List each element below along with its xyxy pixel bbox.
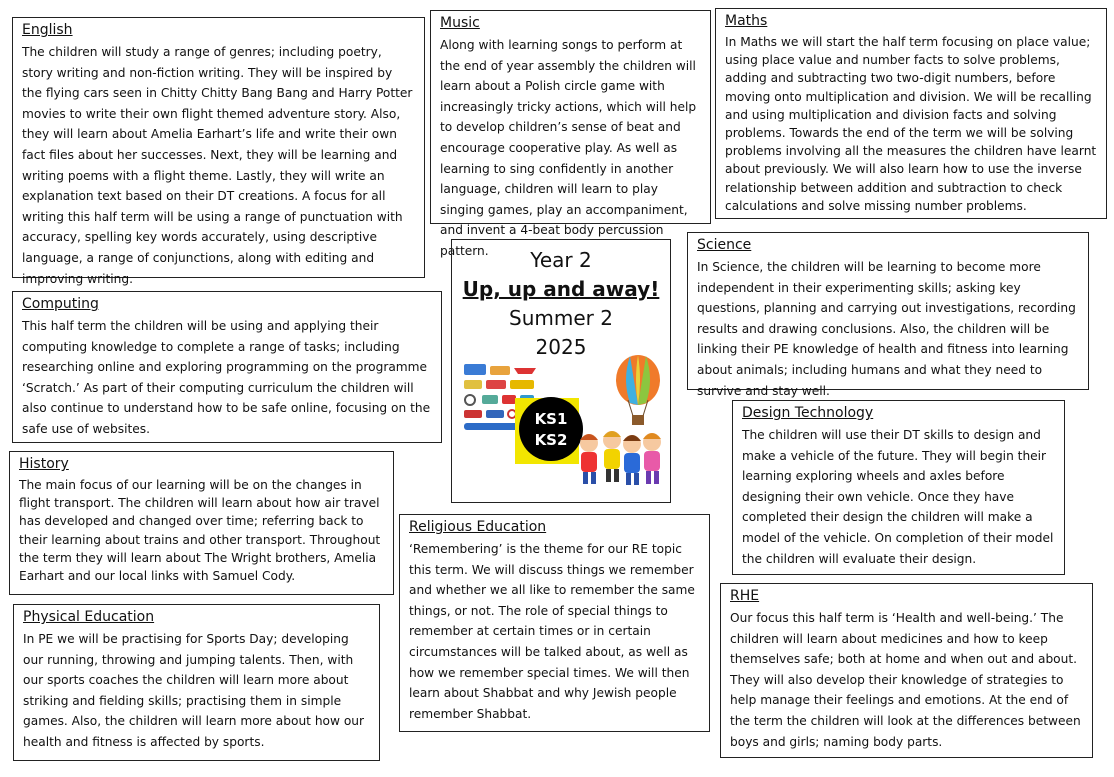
- physical-education-panel: [13, 604, 380, 761]
- music-text: Along with learning songs to perform at the end of year assembly the children will learn about a Polish circle game with increasingly tricky actions, which will help to develop children’s sense of beat and encourage cooperative play. As well as learning to sing confidently in another language, children will learn to play singing games, play an accompaniment, and invent a 4-beat body percussion pattern.: [440, 38, 697, 258]
- title-card: [451, 239, 671, 503]
- topic-title: Up, up and away!: [462, 277, 660, 301]
- computing-text: This half term the children will be using and applying their computing knowledge to complete a range of tasks; including researching online and exploring programming on the programme ‘Scratch.’ As part of their computing curriculum the children will also continue to understand how to be safe online, focusing on the safe use of websites.: [22, 319, 431, 436]
- music-panel: [430, 10, 711, 258]
- design-technology-text: The children will use their DT skills to design and make a vehicle of the future. They will begin their learning exploring wheels and axles before designing their own vehicle. Once they have completed their design the children will make a model of the vehicle. On completion of their model the children will evaluate their design.: [742, 428, 1054, 566]
- religious-education-text: ‘Remembering’ is the theme for our RE topic this term. We will discuss things we remember and whether we all like to remember the same things, or not. The role of special things to remember at certain times or in certain circumstances will be talked about, as well as how we remember special times. We will then learn about Shabbat and why Jewish people remember Shabbat.: [409, 542, 695, 721]
- badge-ks2: KS2: [534, 431, 568, 449]
- religious-education-panel: [399, 514, 710, 732]
- history-heading: History: [19, 456, 69, 472]
- rhe-panel: [720, 583, 1093, 758]
- science-heading: Science: [697, 237, 752, 253]
- music-heading: Music: [440, 15, 480, 31]
- science-text: In Science, the children will be learning to become more independent in their experimenting skills; asking key questions, planning and carrying out investigations, recording results and drawing conclusions. Also, the children will be linking their PE knowledge of health and fitness into learning about animals; including humans and what they need to survive and stay well.: [697, 260, 1076, 398]
- children-illustration: [580, 431, 661, 485]
- hot-air-balloon-icon: [616, 355, 660, 425]
- design-technology-heading: Design Technology: [742, 405, 874, 421]
- maths-panel: [715, 8, 1107, 219]
- english-panel: [12, 17, 425, 286]
- history-panel: [9, 451, 394, 595]
- religious-education-heading: Religious Education: [409, 519, 547, 535]
- term-label: Summer 2: [509, 306, 613, 330]
- maths-heading: Maths: [725, 13, 768, 29]
- year-label: Year 2: [530, 248, 592, 272]
- science-panel: [687, 232, 1089, 398]
- computing-heading: Computing: [22, 296, 99, 312]
- rhe-heading: RHE: [730, 588, 760, 604]
- history-text: The main focus of our learning will be on the changes in flight transport. The children will learn about how air travel has developed and changed over time; referring back to their learning about trains and other transport. Throughout the term they will learn about The Wright brothers, Amelia Earhart and our local links with Samuel Cody.: [19, 478, 381, 584]
- year-number: 2025: [535, 335, 587, 359]
- topic-illustration: [452, 360, 672, 500]
- computing-panel: [12, 291, 442, 443]
- design-technology-panel: [732, 400, 1065, 575]
- physical-education-heading: Physical Education: [23, 609, 155, 625]
- physical-education-text: In PE we will be practising for Sports Day; developing our running, throwing and jumping talents. Then, with our sports coaches the children will learn more about striking and fielding skills; practising them in simple games. Also, the children will learn more about how our health and fitness is affected by sports.: [23, 632, 365, 749]
- badge-ks1: KS1: [534, 410, 568, 428]
- rhe-text: Our focus this half term is ‘Health and well-being.’ The children will learn about medicines and how to keep themselves safe; both at home and when out and about. They will also develop their knowledge of strategies to help manage their feelings and emotions. At the end of the term the children will look at the differences between boys and girls; naming body parts.: [730, 611, 1081, 749]
- english-heading: English: [22, 22, 73, 38]
- maths-text: In Maths we will start the half term focusing on place value; using place value and number facts to solve problems, adding and subtracting two two-digit numbers, before moving onto multiplication and division. We will be recalling and using multiplication and division facts and solving problems. Towards the end of the term we will be solving problems involving all the measures the children have learnt about previously. We will also learn how to use the inverse relationship between addition and subtraction to check calculations and solve missing number problems.: [725, 35, 1097, 213]
- ks-badge: [519, 397, 583, 461]
- english-text: The children will study a range of genres; including poetry, story writing and non-fiction writing. They will be inspired by the flying cars seen in Chitty Chitty Bang Bang and Harry Potter movies to write their own flight themed adventure story. Also, they will learn about Amelia Earhart’s life and write their own fact files about her successes. Next, they will be learning and writing poems with a flight theme. Lastly, they will write an explanation text based on their DT creations. A focus for all writing this half term will be using a range of punctuation with accuracy, spelling key words accurately, using descriptive language, a range of conjunctions, along with editing and improving writing.: [22, 45, 413, 286]
